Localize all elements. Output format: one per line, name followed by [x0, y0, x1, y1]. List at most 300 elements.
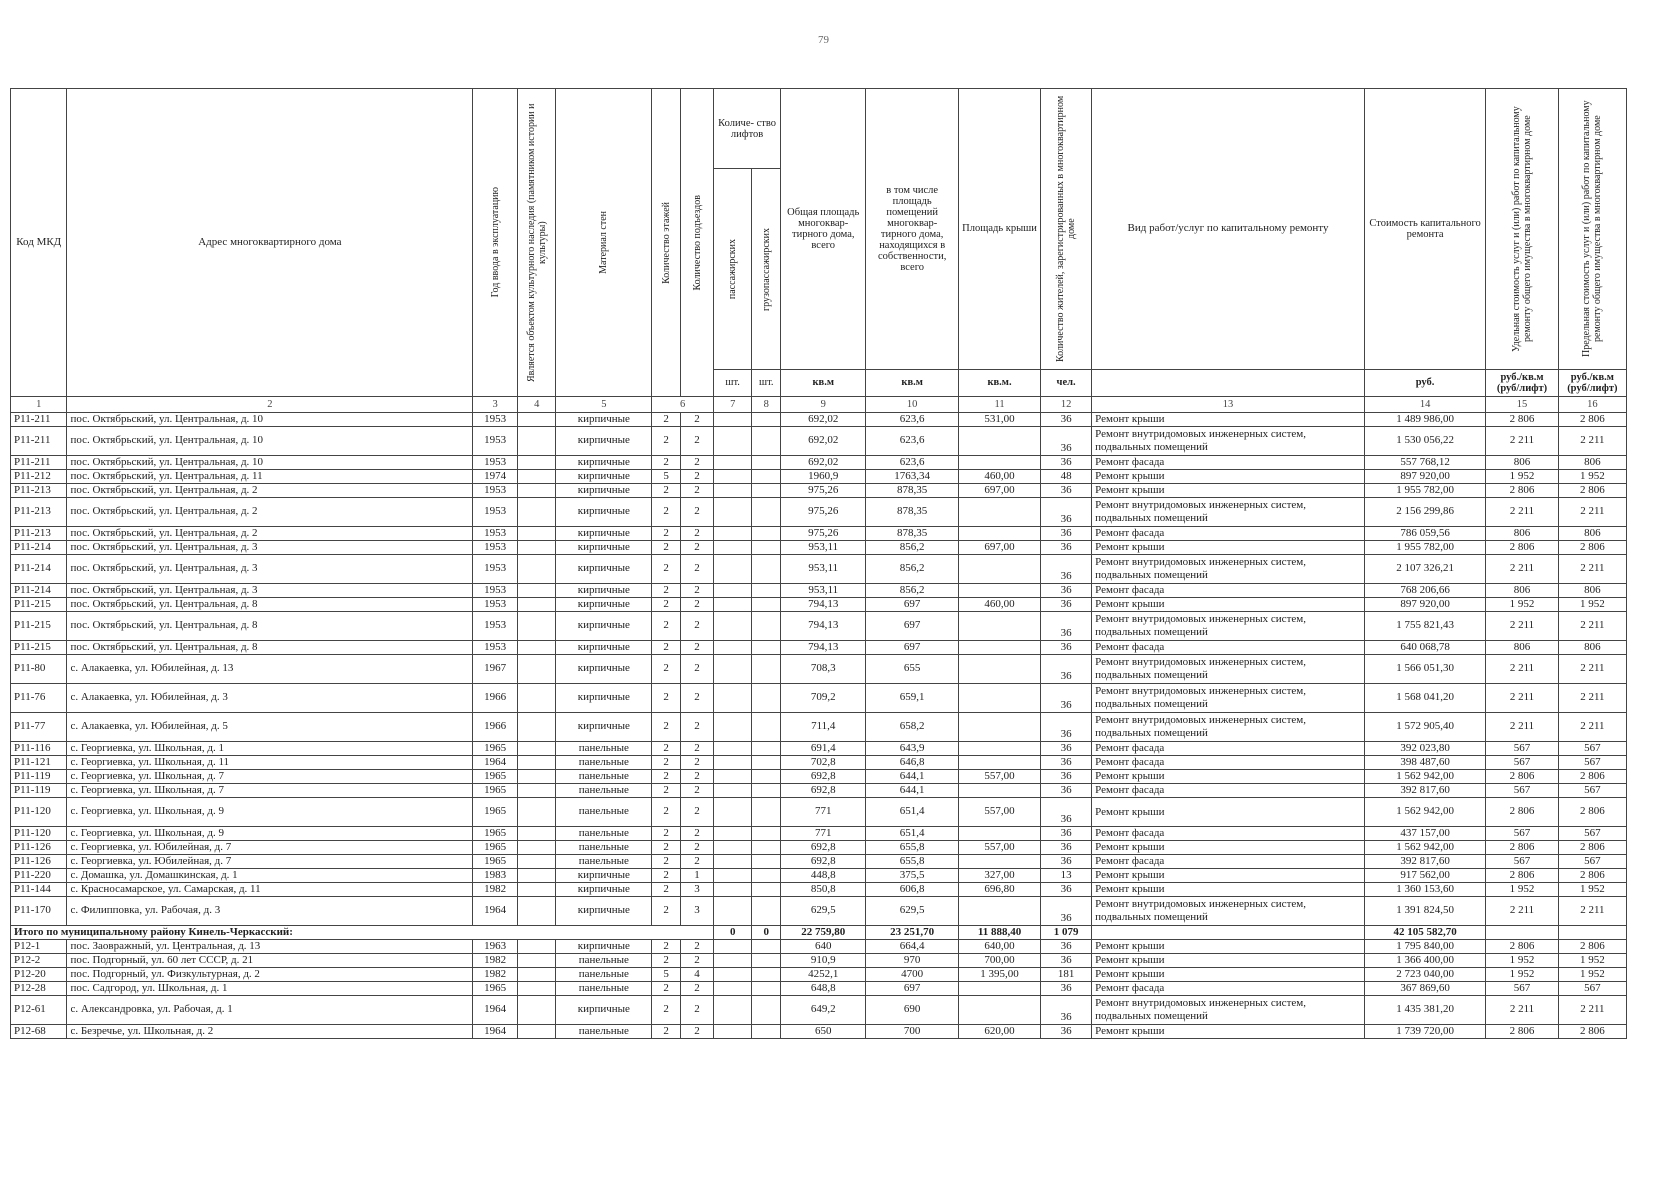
row-floors: 2	[652, 484, 681, 498]
row-owned-area: 697	[866, 598, 959, 612]
row-heritage	[518, 869, 556, 883]
row-address: пос. Октябрьский, ул. Центральная, д. 3	[67, 584, 473, 598]
row-entrances: 2	[681, 827, 714, 841]
row-total-area: 650	[781, 1025, 866, 1039]
row-address: с. Георгиевка, ул. Школьная, д. 11	[67, 756, 473, 770]
row-unit-cost: 567	[1486, 742, 1558, 756]
row-year: 1965	[473, 982, 518, 996]
row-roof-area: 460,00	[959, 598, 1041, 612]
row-material: панельные	[556, 982, 652, 996]
row-floors: 2	[652, 527, 681, 541]
row-work-type: Ремонт фасада	[1092, 982, 1365, 996]
table-row	[11, 897, 1627, 926]
row-pass-lifts	[714, 770, 752, 784]
row-floors: 2	[652, 827, 681, 841]
row-address: пос. Октябрьский, ул. Центральная, д. 8	[67, 641, 473, 655]
row-limit-cost: 567	[1558, 784, 1626, 798]
row-roof-area: 696,80	[959, 883, 1041, 897]
row-work-type: Ремонт крыши	[1092, 1025, 1365, 1039]
row-year: 1982	[473, 883, 518, 897]
row-roof-area	[959, 982, 1041, 996]
row-entrances: 3	[681, 883, 714, 897]
row-residents: 48	[1041, 470, 1092, 484]
row-owned-area: 878,35	[866, 484, 959, 498]
row-owned-area: 658,2	[866, 713, 959, 742]
row-cost: 392 817,60	[1364, 855, 1485, 869]
row-cargo-lifts	[752, 940, 781, 954]
table-row	[11, 413, 1627, 427]
row-limit-cost: 567	[1558, 827, 1626, 841]
row-entrances: 3	[681, 897, 714, 926]
row-residents: 36	[1041, 541, 1092, 555]
table-row	[11, 612, 1627, 641]
row-heritage	[518, 413, 556, 427]
row-address: пос. Садгород, ул. Школьная, д. 1	[67, 982, 473, 996]
row-limit-cost: 2 211	[1558, 612, 1626, 641]
row-limit-cost: 806	[1558, 456, 1626, 470]
row-cargo-lifts	[752, 968, 781, 982]
row-unit-cost: 2 211	[1486, 684, 1558, 713]
row-total-area: 975,26	[781, 484, 866, 498]
column-number: 8	[752, 397, 781, 413]
row-material: кирпичные	[556, 996, 652, 1025]
row-address: пос. Октябрьский, ул. Центральная, д. 8	[67, 598, 473, 612]
row-cargo-lifts	[752, 742, 781, 756]
row-owned-area: 4700	[866, 968, 959, 982]
row-owned-area: 644,1	[866, 784, 959, 798]
row-cost: 1 489 986,00	[1364, 413, 1485, 427]
row-cost: 367 869,60	[1364, 982, 1485, 996]
table-row	[11, 742, 1627, 756]
table-row	[11, 770, 1627, 784]
row-floors: 2	[652, 770, 681, 784]
row-code: Р12-61	[11, 996, 67, 1025]
table-row	[11, 869, 1627, 883]
page-number: 79	[818, 34, 829, 46]
row-cargo-lifts	[752, 555, 781, 584]
row-cargo-lifts	[752, 855, 781, 869]
row-cost: 2 156 299,86	[1364, 498, 1485, 527]
row-roof-area	[959, 641, 1041, 655]
row-residents: 13	[1041, 869, 1092, 883]
row-heritage	[518, 684, 556, 713]
row-pass-lifts	[714, 713, 752, 742]
row-material: кирпичные	[556, 555, 652, 584]
row-code: Р11-80	[11, 655, 67, 684]
row-total-area: 649,2	[781, 996, 866, 1025]
row-floors: 2	[652, 982, 681, 996]
row-work-type: Ремонт фасада	[1092, 855, 1365, 869]
row-entrances: 2	[681, 584, 714, 598]
row-code: Р12-2	[11, 954, 67, 968]
row-residents: 36	[1041, 427, 1092, 456]
row-year: 1965	[473, 770, 518, 784]
row-owned-area: 878,35	[866, 527, 959, 541]
row-total-area: 794,13	[781, 641, 866, 655]
row-heritage	[518, 968, 556, 982]
column-number: 2	[67, 397, 473, 413]
table-row	[11, 713, 1627, 742]
row-entrances: 2	[681, 996, 714, 1025]
row-pass-lifts	[714, 541, 752, 555]
row-pass-lifts	[714, 641, 752, 655]
row-roof-area	[959, 527, 1041, 541]
row-pass-lifts	[714, 413, 752, 427]
row-residents: 36	[1041, 784, 1092, 798]
row-limit-cost: 567	[1558, 855, 1626, 869]
row-unit-cost: 2 806	[1486, 413, 1558, 427]
row-work-type: Ремонт крыши	[1092, 883, 1365, 897]
row-heritage	[518, 784, 556, 798]
table-row	[11, 427, 1627, 456]
row-cargo-lifts	[752, 498, 781, 527]
row-owned-area: 697	[866, 982, 959, 996]
row-floors: 2	[652, 684, 681, 713]
row-work-type: Ремонт внутридомовых инженерных систем, подвальных помещений	[1092, 498, 1365, 527]
table-row	[11, 954, 1627, 968]
row-code: Р11-214	[11, 541, 67, 555]
row-cost: 1 435 381,20	[1364, 996, 1485, 1025]
row-floors: 2	[652, 541, 681, 555]
row-entrances: 2	[681, 555, 714, 584]
row-total-area: 794,13	[781, 598, 866, 612]
col-header-total-area: Общая площадь многоквар- тирного дома, всего	[781, 89, 866, 370]
table-row	[11, 827, 1627, 841]
row-floors: 2	[652, 841, 681, 855]
row-unit-cost: 2 211	[1486, 427, 1558, 456]
row-total-area: 794,13	[781, 612, 866, 641]
row-total-area: 975,26	[781, 498, 866, 527]
row-address: пос. Октябрьский, ул. Центральная, д. 2	[67, 484, 473, 498]
row-owned-area: 655,8	[866, 841, 959, 855]
row-year: 1974	[473, 470, 518, 484]
row-floors: 5	[652, 470, 681, 484]
row-owned-area: 697	[866, 612, 959, 641]
row-limit-cost: 2 211	[1558, 498, 1626, 527]
row-unit-cost: 567	[1486, 855, 1558, 869]
row-floors: 2	[652, 713, 681, 742]
row-code: Р11-77	[11, 713, 67, 742]
row-cargo-lifts	[752, 784, 781, 798]
table-row	[11, 968, 1627, 982]
row-cost: 437 157,00	[1364, 827, 1485, 841]
row-material: кирпичные	[556, 684, 652, 713]
row-roof-area: 640,00	[959, 940, 1041, 954]
row-owned-area: 664,4	[866, 940, 959, 954]
row-material: панельные	[556, 770, 652, 784]
row-code: Р11-126	[11, 841, 67, 855]
row-roof-area	[959, 742, 1041, 756]
row-code: Р11-212	[11, 470, 67, 484]
row-limit-cost: 567	[1558, 982, 1626, 996]
row-heritage	[518, 598, 556, 612]
row-roof-area	[959, 827, 1041, 841]
row-year: 1953	[473, 598, 518, 612]
row-entrances: 2	[681, 484, 714, 498]
row-code: Р11-211	[11, 413, 67, 427]
row-unit-cost: 2 806	[1486, 869, 1558, 883]
row-code: Р12-20	[11, 968, 67, 982]
row-residents: 36	[1041, 742, 1092, 756]
row-cost: 398 487,60	[1364, 756, 1485, 770]
row-material: панельные	[556, 756, 652, 770]
col-header-heritage: Является объектом культурного наследия (памятником истории и культуры)	[518, 89, 556, 397]
row-cargo-lifts	[752, 598, 781, 612]
row-cost: 1 795 840,00	[1364, 940, 1485, 954]
row-floors: 2	[652, 954, 681, 968]
row-pass-lifts	[714, 841, 752, 855]
row-address: пос. Октябрьский, ул. Центральная, д. 8	[67, 612, 473, 641]
row-address: пос. Октябрьский, ул. Центральная, д. 10	[67, 413, 473, 427]
row-code: Р11-211	[11, 456, 67, 470]
row-unit-cost: 806	[1486, 641, 1558, 655]
row-year: 1953	[473, 498, 518, 527]
row-cargo-lifts	[752, 883, 781, 897]
row-cost: 1 530 056,22	[1364, 427, 1485, 456]
row-cargo-lifts	[752, 954, 781, 968]
row-limit-cost: 2 806	[1558, 841, 1626, 855]
row-cargo-lifts	[752, 869, 781, 883]
row-limit-cost: 2 806	[1558, 541, 1626, 555]
row-floors: 2	[652, 641, 681, 655]
row-work-type: Ремонт фасада	[1092, 456, 1365, 470]
row-pass-lifts	[714, 456, 752, 470]
row-year: 1965	[473, 784, 518, 798]
row-pass-lifts	[714, 954, 752, 968]
row-entrances: 2	[681, 770, 714, 784]
row-total-area: 953,11	[781, 584, 866, 598]
column-number: 5	[556, 397, 652, 413]
row-owned-area: 623,6	[866, 413, 959, 427]
row-address: пос. Октябрьский, ул. Центральная, д. 2	[67, 498, 473, 527]
row-unit-cost: 2 211	[1486, 996, 1558, 1025]
row-residents: 36	[1041, 684, 1092, 713]
row-cargo-lifts	[752, 541, 781, 555]
row-entrances: 2	[681, 612, 714, 641]
row-owned-area: 856,2	[866, 584, 959, 598]
row-floors: 2	[652, 742, 681, 756]
row-heritage	[518, 584, 556, 598]
table-row	[11, 756, 1627, 770]
row-total-area: 953,11	[781, 555, 866, 584]
table-row	[11, 841, 1627, 855]
row-pass-lifts	[714, 784, 752, 798]
row-limit-cost: 567	[1558, 756, 1626, 770]
row-work-type: Ремонт крыши	[1092, 940, 1365, 954]
row-roof-area	[959, 684, 1041, 713]
row-cargo-lifts	[752, 841, 781, 855]
row-cost: 786 059,56	[1364, 527, 1485, 541]
row-roof-area	[959, 612, 1041, 641]
row-work-type: Ремонт крыши	[1092, 869, 1365, 883]
row-floors: 2	[652, 784, 681, 798]
row-roof-area: 697,00	[959, 541, 1041, 555]
row-residents: 36	[1041, 555, 1092, 584]
row-work-type: Ремонт внутридомовых инженерных систем, подвальных помещений	[1092, 612, 1365, 641]
row-year: 1953	[473, 612, 518, 641]
row-residents: 36	[1041, 584, 1092, 598]
row-owned-area: 697	[866, 641, 959, 655]
row-work-type: Ремонт крыши	[1092, 841, 1365, 855]
total-blank	[1092, 926, 1365, 940]
row-owned-area: 1763,34	[866, 470, 959, 484]
table-body	[11, 413, 1627, 1039]
row-unit-cost: 2 806	[1486, 541, 1558, 555]
row-year: 1953	[473, 427, 518, 456]
row-code: Р11-211	[11, 427, 67, 456]
row-floors: 2	[652, 598, 681, 612]
column-number: 10	[866, 397, 959, 413]
row-entrances: 2	[681, 742, 714, 756]
row-limit-cost: 1 952	[1558, 883, 1626, 897]
row-residents: 36	[1041, 655, 1092, 684]
row-floors: 2	[652, 655, 681, 684]
row-pass-lifts	[714, 655, 752, 684]
row-work-type: Ремонт фасада	[1092, 527, 1365, 541]
row-address: с. Красносамарское, ул. Самарская, д. 11	[67, 883, 473, 897]
col-header-cost: Стоимость капитального ремонта	[1364, 89, 1485, 370]
row-work-type: Ремонт фасада	[1092, 584, 1365, 598]
row-entrances: 2	[681, 470, 714, 484]
row-cost: 1 566 051,30	[1364, 655, 1485, 684]
row-material: кирпичные	[556, 883, 652, 897]
row-cost: 917 562,00	[1364, 869, 1485, 883]
row-floors: 2	[652, 897, 681, 926]
unit-owned-area: кв.м	[866, 370, 959, 397]
row-year: 1982	[473, 954, 518, 968]
row-limit-cost: 2 211	[1558, 427, 1626, 456]
row-material: кирпичные	[556, 413, 652, 427]
row-roof-area: 460,00	[959, 470, 1041, 484]
row-cost: 2 107 326,21	[1364, 555, 1485, 584]
row-unit-cost: 2 806	[1486, 940, 1558, 954]
column-number: 11	[959, 397, 1041, 413]
row-floors: 2	[652, 883, 681, 897]
row-owned-area: 651,4	[866, 798, 959, 827]
row-entrances: 2	[681, 598, 714, 612]
row-residents: 36	[1041, 798, 1092, 827]
row-work-type: Ремонт фасада	[1092, 784, 1365, 798]
row-residents: 36	[1041, 612, 1092, 641]
row-cargo-lifts	[752, 655, 781, 684]
column-number-row	[11, 397, 1627, 413]
row-cargo-lifts	[752, 427, 781, 456]
row-material: кирпичные	[556, 655, 652, 684]
row-roof-area: 531,00	[959, 413, 1041, 427]
row-year: 1953	[473, 541, 518, 555]
col-header-passenger-lifts: пассажирских	[714, 169, 752, 370]
table-row	[11, 641, 1627, 655]
row-heritage	[518, 641, 556, 655]
table-row	[11, 784, 1627, 798]
row-entrances: 2	[681, 855, 714, 869]
col-header-lifts: Количе- ство лифтов	[714, 89, 781, 169]
row-address: с. Георгиевка, ул. Юбилейная, д. 7	[67, 841, 473, 855]
row-total-area: 850,8	[781, 883, 866, 897]
row-total-area: 910,9	[781, 954, 866, 968]
row-work-type: Ремонт фасада	[1092, 756, 1365, 770]
row-roof-area	[959, 427, 1041, 456]
row-code: Р11-119	[11, 784, 67, 798]
total-blank	[1486, 926, 1558, 940]
total-cargo-lifts: 0	[752, 926, 781, 940]
row-material: панельные	[556, 827, 652, 841]
row-total-area: 692,8	[781, 784, 866, 798]
row-total-area: 691,4	[781, 742, 866, 756]
row-unit-cost: 2 211	[1486, 555, 1558, 584]
row-owned-area: 655	[866, 655, 959, 684]
row-material: панельные	[556, 954, 652, 968]
row-heritage	[518, 1025, 556, 1039]
row-pass-lifts	[714, 855, 752, 869]
row-material: панельные	[556, 742, 652, 756]
row-year: 1953	[473, 484, 518, 498]
row-limit-cost: 1 952	[1558, 470, 1626, 484]
row-limit-cost: 2 211	[1558, 996, 1626, 1025]
row-floors: 2	[652, 996, 681, 1025]
row-limit-cost: 1 952	[1558, 598, 1626, 612]
row-entrances: 2	[681, 641, 714, 655]
row-heritage	[518, 555, 556, 584]
total-cost: 42 105 582,70	[1364, 926, 1485, 940]
row-code: Р11-144	[11, 883, 67, 897]
row-address: с. Алакаевка, ул. Юбилейная, д. 13	[67, 655, 473, 684]
row-address: с. Алакаевка, ул. Юбилейная, д. 5	[67, 713, 473, 742]
row-year: 1964	[473, 897, 518, 926]
row-heritage	[518, 470, 556, 484]
row-address: пос. Октябрьский, ул. Центральная, д. 2	[67, 527, 473, 541]
row-entrances: 4	[681, 968, 714, 982]
row-code: Р11-120	[11, 827, 67, 841]
unit-total-area: кв.м	[781, 370, 866, 397]
row-owned-area: 623,6	[866, 456, 959, 470]
row-entrances: 2	[681, 684, 714, 713]
row-pass-lifts	[714, 484, 752, 498]
row-limit-cost: 2 211	[1558, 897, 1626, 926]
row-work-type: Ремонт крыши	[1092, 413, 1365, 427]
total-residents: 1 079	[1041, 926, 1092, 940]
total-roof-area: 11 888,40	[959, 926, 1041, 940]
row-entrances: 2	[681, 527, 714, 541]
row-limit-cost: 2 211	[1558, 684, 1626, 713]
row-pass-lifts	[714, 940, 752, 954]
row-owned-area: 651,4	[866, 827, 959, 841]
row-total-area: 953,11	[781, 541, 866, 555]
column-number: 13	[1092, 397, 1365, 413]
row-work-type: Ремонт крыши	[1092, 484, 1365, 498]
col-header-entrances: Количество подъездов	[681, 89, 714, 397]
row-material: кирпичные	[556, 541, 652, 555]
row-limit-cost: 2 211	[1558, 655, 1626, 684]
table-row	[11, 655, 1627, 684]
row-entrances: 2	[681, 427, 714, 456]
row-total-area: 4252,1	[781, 968, 866, 982]
row-pass-lifts	[714, 427, 752, 456]
row-code: Р11-121	[11, 756, 67, 770]
row-total-area: 1960,9	[781, 470, 866, 484]
table-row	[11, 527, 1627, 541]
row-material: панельные	[556, 784, 652, 798]
row-material: кирпичные	[556, 641, 652, 655]
row-material: кирпичные	[556, 527, 652, 541]
row-total-area: 975,26	[781, 527, 866, 541]
row-roof-area: 697,00	[959, 484, 1041, 498]
row-unit-cost: 567	[1486, 756, 1558, 770]
row-unit-cost: 2 806	[1486, 1025, 1558, 1039]
row-year: 1953	[473, 413, 518, 427]
table-row	[11, 456, 1627, 470]
row-owned-area: 375,5	[866, 869, 959, 883]
